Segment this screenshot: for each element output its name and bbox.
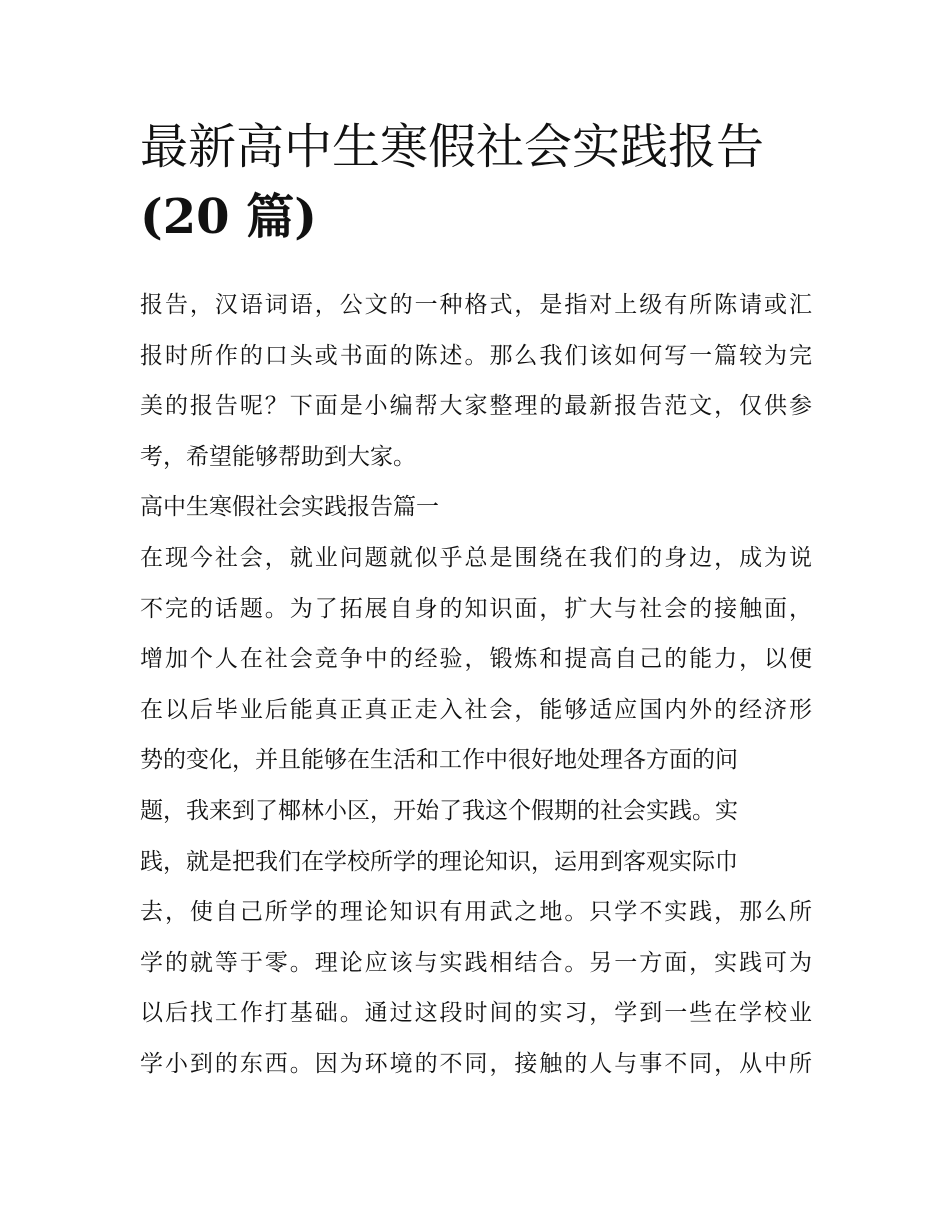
section-line: 势的变化，并且能够在生活和工作中很好地处理各方面的问 — [140, 747, 738, 774]
section-paragraph — [140, 533, 812, 1090]
intro-line: 美的报告呢？下面是小编帮大家整理的最新报告范文，仅供参 — [140, 393, 812, 420]
section-line: 去，使自己所学的理论知识有用武之地。只学不实践，那么所 — [140, 899, 812, 926]
section-line: 学小到的东西。因为环境的不同，接触的人与事不同，从中所 — [140, 1050, 812, 1077]
section-line: 在现今社会，就业问题就似乎总是围绕在我们的身边，成为说 — [140, 544, 812, 571]
section-line: 在以后毕业后能真正真正走入社会，能够适应国内外的经济形 — [140, 696, 812, 723]
title-line-main: 最新高中生寒假社会实践报告 — [140, 119, 765, 175]
section-line: 增加个人在社会竞争中的经验，锻炼和提高自己的能力，以便 — [140, 646, 812, 673]
section-line: 学的就等于零。理论应该与实践相结合。另一方面，实践可为 — [140, 949, 812, 976]
section-heading-text: 高中生寒假社会实践报告篇一 — [140, 494, 439, 521]
document-page — [140, 112, 812, 1090]
intro-line: 报时所作的口头或书面的陈述。那么我们该如何写一篇较为完 — [140, 342, 812, 369]
section-heading — [140, 482, 812, 533]
intro-line: 考，希望能够帮助到大家。 — [140, 443, 416, 470]
document-body — [140, 280, 812, 1090]
title-line-count: (20 篇) — [140, 189, 317, 245]
intro-paragraph — [140, 280, 812, 482]
section-line: 践，就是把我们在学校所学的理论知识，运用到客观实际巾 — [140, 848, 738, 875]
section-line: 以后找工作打基础。通过这段时间的实习，学到一些在学校业 — [140, 1000, 812, 1027]
section-line: 题，我来到了椰林小区，开始了我这个假期的社会实践。实 — [140, 797, 738, 824]
document-title — [140, 112, 812, 252]
section-line: 不完的话题。为了拓展自身的知识面，扩大与社会的接触面， — [140, 595, 812, 622]
intro-line: 报告，汉语词语，公文的一种格式，是指对上级有所陈请或汇 — [140, 292, 812, 318]
